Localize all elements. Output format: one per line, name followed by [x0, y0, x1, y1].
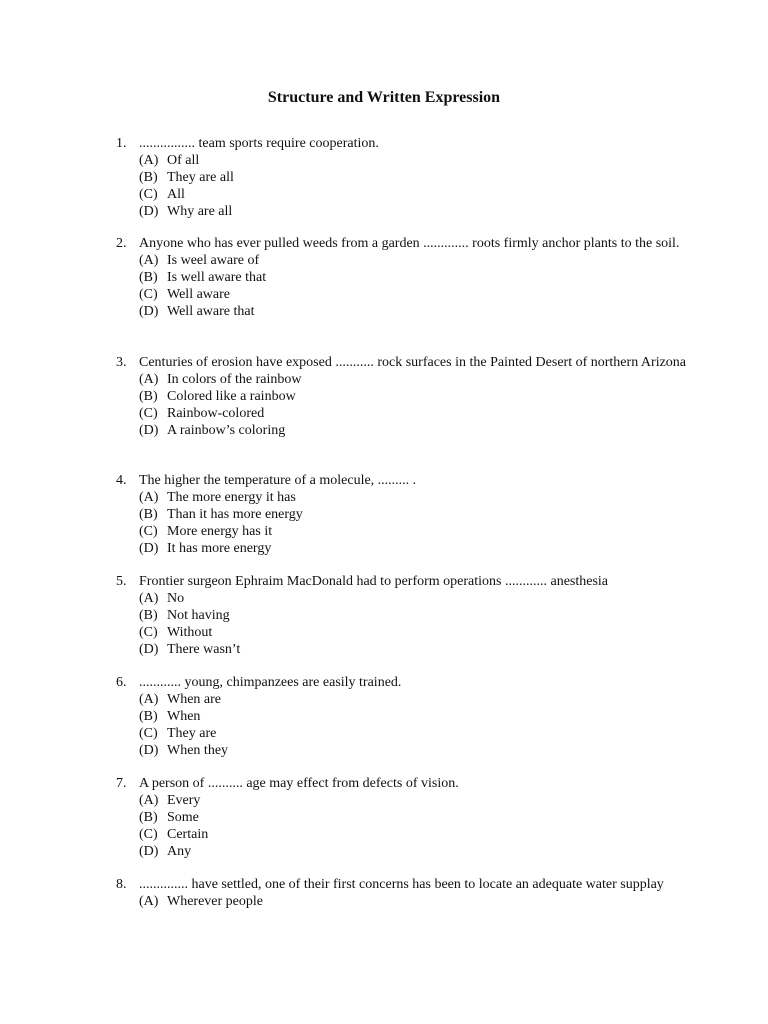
question-7	[116, 775, 696, 860]
option-text: Some	[167, 810, 199, 825]
option-text: Of all	[167, 153, 200, 168]
question-number: 4.	[116, 473, 127, 488]
answer-option-d	[139, 742, 696, 759]
answer-option-a	[139, 371, 696, 388]
answer-option-a	[139, 252, 696, 269]
answer-option-c	[139, 826, 696, 843]
question-stem: A person of .......... age may effect from defects of vision.	[139, 776, 459, 791]
option-text: The more energy it has	[167, 490, 296, 505]
option-letter: (C)	[139, 524, 158, 539]
option-letter: (A)	[139, 793, 159, 808]
option-text: When	[167, 709, 201, 724]
option-text: They are all	[167, 170, 234, 185]
option-text: Colored like a rainbow	[167, 389, 296, 404]
answer-option-b	[139, 388, 696, 405]
answer-options	[116, 590, 696, 658]
question-number: 3.	[116, 355, 127, 370]
answer-option-c	[139, 725, 696, 742]
question-stem: The higher the temperature of a molecule, ......... .	[139, 473, 417, 488]
answer-option-b	[139, 708, 696, 725]
option-letter: (D)	[139, 304, 159, 319]
answer-option-c	[139, 186, 696, 203]
option-text: Rainbow-colored	[167, 406, 265, 421]
option-text: Any	[167, 844, 192, 859]
question-stem: .............. have settled, one of their first concerns has been to locate an adequate water supplay	[139, 877, 664, 892]
answer-option-a	[139, 152, 696, 169]
answer-option-d	[139, 422, 696, 439]
question-4	[116, 472, 696, 557]
option-letter: (C)	[139, 406, 158, 421]
question-stem-line	[116, 573, 696, 590]
question-stem-line	[116, 354, 696, 371]
question-stem-line	[116, 876, 696, 893]
question-stem-line	[116, 135, 696, 152]
option-letter: (A)	[139, 253, 159, 268]
question-2	[116, 235, 696, 320]
answer-option-c	[139, 286, 696, 303]
option-letter: (B)	[139, 608, 158, 623]
option-text: When they	[167, 743, 229, 758]
option-text: Well aware	[167, 287, 230, 302]
option-letter: (C)	[139, 287, 158, 302]
option-letter: (B)	[139, 389, 158, 404]
option-letter: (B)	[139, 507, 158, 522]
option-letter: (B)	[139, 709, 158, 724]
answer-option-a	[139, 489, 696, 506]
option-letter: (B)	[139, 810, 158, 825]
answer-options	[116, 371, 696, 439]
answer-options	[116, 893, 696, 910]
option-letter: (B)	[139, 270, 158, 285]
option-text: Well aware that	[167, 304, 255, 319]
answer-option-d	[139, 641, 696, 658]
option-text: Certain	[167, 827, 209, 842]
question-5	[116, 573, 696, 658]
question-8	[116, 876, 696, 910]
option-letter: (A)	[139, 490, 159, 505]
option-text: All	[167, 187, 185, 202]
document-title: Structure and Written Expression	[267, 89, 501, 106]
option-text: No	[167, 591, 185, 606]
question-stem-line	[116, 472, 696, 489]
option-text: In colors of the rainbow	[167, 372, 302, 387]
option-text: More energy has it	[167, 524, 273, 539]
option-text: Is weel aware of	[167, 253, 260, 268]
question-stem-line	[116, 235, 696, 252]
option-letter: (A)	[139, 894, 159, 909]
option-letter: (D)	[139, 844, 159, 859]
question-stem: Centuries of erosion have exposed ........... rock surfaces in the Painted Desert of northern Arizona	[139, 355, 687, 370]
question-stem: ............ young, chimpanzees are easily trained.	[139, 675, 402, 690]
question-number: 5.	[116, 574, 127, 589]
option-letter: (D)	[139, 541, 159, 556]
option-text: A rainbow’s coloring	[167, 423, 286, 438]
option-letter: (D)	[139, 423, 159, 438]
question-number: 8.	[116, 877, 127, 892]
option-letter: (C)	[139, 726, 158, 741]
option-text: They are	[167, 726, 217, 741]
answer-option-d	[139, 203, 696, 220]
option-letter: (C)	[139, 625, 158, 640]
answer-option-d	[139, 303, 696, 320]
option-text: It has more energy	[167, 541, 272, 556]
option-letter: (C)	[139, 187, 158, 202]
question-number: 6.	[116, 675, 127, 690]
option-letter: (A)	[139, 591, 159, 606]
answer-option-a	[139, 893, 696, 910]
answer-option-a	[139, 590, 696, 607]
option-text: Wherever people	[167, 894, 263, 909]
option-text: Every	[167, 793, 201, 808]
option-text: Not having	[167, 608, 230, 623]
option-text: Is well aware that	[167, 270, 267, 285]
question-stem-line	[116, 775, 696, 792]
answer-options	[116, 252, 696, 320]
option-text: There wasn’t	[167, 642, 241, 657]
answer-option-a	[139, 691, 696, 708]
answer-option-a	[139, 792, 696, 809]
question-stem: Frontier surgeon Ephraim MacDonald had to perform operations ............ anesthesia	[139, 574, 609, 589]
question-6	[116, 674, 696, 759]
answer-options	[116, 691, 696, 759]
answer-option-c	[139, 405, 696, 422]
option-text: When are	[167, 692, 222, 707]
answer-option-b	[139, 269, 696, 286]
answer-option-c	[139, 523, 696, 540]
option-letter: (A)	[139, 153, 159, 168]
answer-option-b	[139, 809, 696, 826]
question-number: 7.	[116, 776, 127, 791]
question-1	[116, 135, 696, 220]
answer-options	[116, 489, 696, 557]
option-letter: (B)	[139, 170, 158, 185]
answer-options	[116, 152, 696, 220]
option-letter: (A)	[139, 692, 159, 707]
option-text: Without	[167, 625, 213, 640]
question-stem-line	[116, 674, 696, 691]
answer-option-c	[139, 624, 696, 641]
option-text: Than it has more energy	[167, 507, 303, 522]
answer-option-d	[139, 540, 696, 557]
question-number: 1.	[116, 136, 127, 151]
question-stem: ................ team sports require cooperation.	[139, 136, 379, 151]
answer-option-b	[139, 607, 696, 624]
option-letter: (A)	[139, 372, 159, 387]
option-text: Why are all	[167, 204, 233, 219]
answer-option-b	[139, 506, 696, 523]
answer-option-b	[139, 169, 696, 186]
question-number: 2.	[116, 236, 127, 251]
question-3	[116, 354, 696, 439]
option-letter: (D)	[139, 642, 159, 657]
option-letter: (C)	[139, 827, 158, 842]
option-letter: (D)	[139, 743, 159, 758]
answer-option-d	[139, 843, 696, 860]
answer-options	[116, 792, 696, 860]
option-letter: (D)	[139, 204, 159, 219]
question-stem: Anyone who has ever pulled weeds from a garden ............. roots firmly anchor plants to the soil.	[139, 236, 680, 251]
